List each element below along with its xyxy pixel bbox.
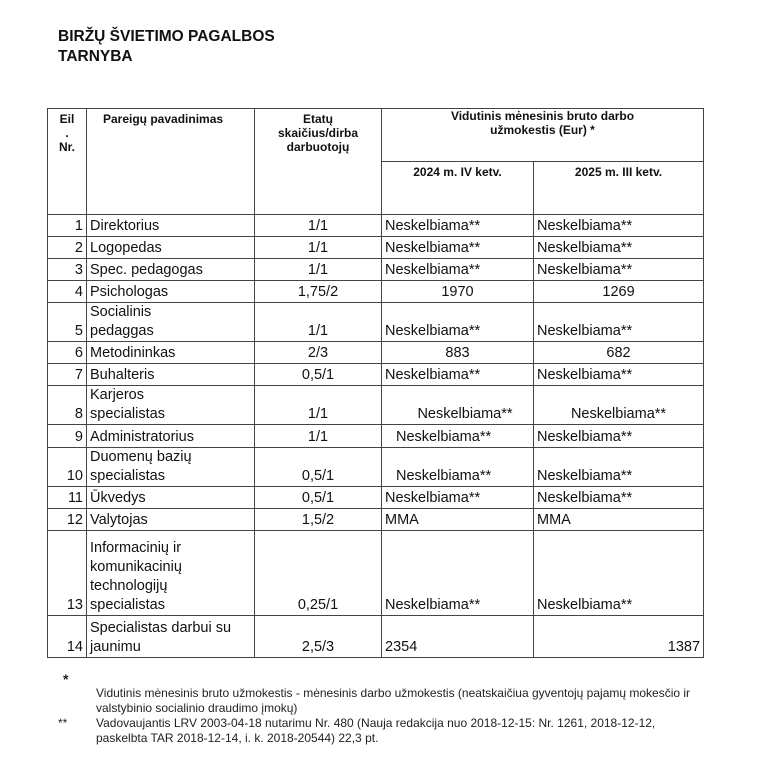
row-positions-count: 0,25/1 (255, 531, 382, 616)
row-no: 1 (48, 215, 87, 237)
row-no: 6 (48, 342, 87, 364)
header-period-2025-q3: 2025 m. III ketv. (534, 162, 704, 215)
row-salary-2025-q3: Neskelbiama** (534, 364, 704, 386)
row-salary-2025-q3: 1387 (534, 616, 704, 658)
row-no: 7 (48, 364, 87, 386)
table-row (48, 215, 704, 237)
table-row (48, 616, 704, 658)
row-position: Spec. pedagogas (87, 259, 255, 281)
table-row (48, 303, 704, 342)
row-salary-2024-q4: Neskelbiama** (382, 364, 534, 386)
row-position: Valytojas (87, 509, 255, 531)
row-no: 2 (48, 237, 87, 259)
row-no: 10 (48, 448, 87, 487)
row-position: Psichologas (87, 281, 255, 303)
row-positions-count: 1/1 (255, 237, 382, 259)
header-positions-count: Etatų skaičius/dirba darbuotojų (255, 109, 382, 215)
row-positions-count: 1/1 (255, 303, 382, 342)
header-period-2024-q4: 2024 m. IV ketv. (382, 162, 534, 215)
footnote-1 (58, 671, 708, 716)
table-row (48, 237, 704, 259)
table-row (48, 531, 704, 616)
row-salary-2025-q3: Neskelbiama** (534, 531, 704, 616)
row-no: 8 (48, 386, 87, 425)
row-no: 5 (48, 303, 87, 342)
row-no: 13 (48, 531, 87, 616)
header-salary-group: Vidutinis mėnesinis bruto darbo užmokestis (Eur) * (382, 109, 704, 162)
row-positions-count: 1,75/2 (255, 281, 382, 303)
row-positions-count: 1/1 (255, 215, 382, 237)
row-positions-count: 1/1 (255, 259, 382, 281)
footnote-1-mark: * (63, 671, 69, 687)
row-position: Duomenų bazių specialistas (87, 448, 255, 487)
row-positions-count: 0,5/1 (255, 487, 382, 509)
row-no: 11 (48, 487, 87, 509)
row-no: 9 (48, 425, 87, 448)
footnote-1-text: Vidutinis mėnesinis bruto užmokestis - mėnesinis darbo užmokestis (neatskaičiua gyventojų pajamų mokesčio ir valstybinio socialinio draudimo įmokų) (96, 686, 691, 715)
row-salary-2025-q3: Neskelbiama** (534, 259, 704, 281)
table-row (48, 425, 704, 448)
table-row (48, 364, 704, 386)
row-position: Karjeros specialistas (87, 386, 255, 425)
header-position: Pareigų pavadinimas (87, 109, 255, 215)
row-salary-2024-q4: Neskelbiama** (382, 531, 534, 616)
row-salary-2024-q4: 1970 (382, 281, 534, 303)
row-salary-2024-q4: Neskelbiama** (382, 237, 534, 259)
table-row (48, 281, 704, 303)
row-salary-2024-q4: Neskelbiama** (382, 425, 534, 448)
row-position: Ūkvedys (87, 487, 255, 509)
table-row (48, 259, 704, 281)
row-position: Logopedas (87, 237, 255, 259)
row-salary-2024-q4: Neskelbiama** (382, 303, 534, 342)
footnotes (58, 671, 708, 746)
row-no: 3 (48, 259, 87, 281)
row-position: Socialinis pedaggas (87, 303, 255, 342)
row-salary-2025-q3: Neskelbiama** (534, 386, 704, 425)
row-salary-2024-q4: Neskelbiama** (382, 386, 534, 425)
row-no: 12 (48, 509, 87, 531)
header-no: Eil . Nr. (48, 109, 87, 215)
row-salary-2025-q3: 682 (534, 342, 704, 364)
row-salary-2025-q3: Neskelbiama** (534, 448, 704, 487)
row-position: Informacinių ir komunikacinių technologijų specialistas (87, 531, 255, 616)
row-salary-2025-q3: Neskelbiama** (534, 215, 704, 237)
row-position: Specialistas darbui su jaunimu (87, 616, 255, 658)
row-positions-count: 0,5/1 (255, 364, 382, 386)
row-positions-count: 1,5/2 (255, 509, 382, 531)
row-no: 14 (48, 616, 87, 658)
row-position: Direktorius (87, 215, 255, 237)
salary-table (47, 108, 704, 658)
footnote-2 (58, 716, 708, 746)
row-positions-count: 0,5/1 (255, 448, 382, 487)
row-salary-2025-q3: Neskelbiama** (534, 425, 704, 448)
row-positions-count: 1/1 (255, 425, 382, 448)
row-salary-2024-q4: Neskelbiama** (382, 215, 534, 237)
row-salary-2024-q4: Neskelbiama** (382, 487, 534, 509)
table-row (48, 509, 704, 531)
row-positions-count: 1/1 (255, 386, 382, 425)
row-positions-count: 2,5/3 (255, 616, 382, 658)
row-salary-2024-q4: Neskelbiama** (382, 259, 534, 281)
row-salary-2024-q4: 2354 (382, 616, 534, 658)
row-salary-2025-q3: 1269 (534, 281, 704, 303)
row-salary-2025-q3: MMA (534, 509, 704, 531)
table-row (48, 342, 704, 364)
table-row (48, 386, 704, 425)
row-salary-2025-q3: Neskelbiama** (534, 237, 704, 259)
title-line-1: BIRŽŲ ŠVIETIMO PAGALBOS (58, 28, 275, 45)
table-row (48, 448, 704, 487)
footnote-2-mark: ** (58, 716, 68, 730)
row-no: 4 (48, 281, 87, 303)
row-salary-2024-q4: MMA (382, 509, 534, 531)
row-salary-2024-q4: Neskelbiama** (382, 448, 534, 487)
row-position: Metodininkas (87, 342, 255, 364)
row-salary-2024-q4: 883 (382, 342, 534, 364)
table-row (48, 487, 704, 509)
document-title (58, 27, 275, 67)
row-position: Buhalteris (87, 364, 255, 386)
row-positions-count: 2/3 (255, 342, 382, 364)
row-position: Administratorius (87, 425, 255, 448)
row-salary-2025-q3: Neskelbiama** (534, 487, 704, 509)
title-line-2: TARNYBA (58, 48, 133, 65)
row-salary-2025-q3: Neskelbiama** (534, 303, 704, 342)
footnote-2-text: Vadovaujantis LRV 2003-04-18 nutarimu Nr. 480 (Nauja redakcija nuo 2018-12-15: Nr. 1261, 2018-12-12, paskelbta TAR 2018-12-14, i. k. 2018-20544) 22,3 pt. (96, 716, 656, 745)
